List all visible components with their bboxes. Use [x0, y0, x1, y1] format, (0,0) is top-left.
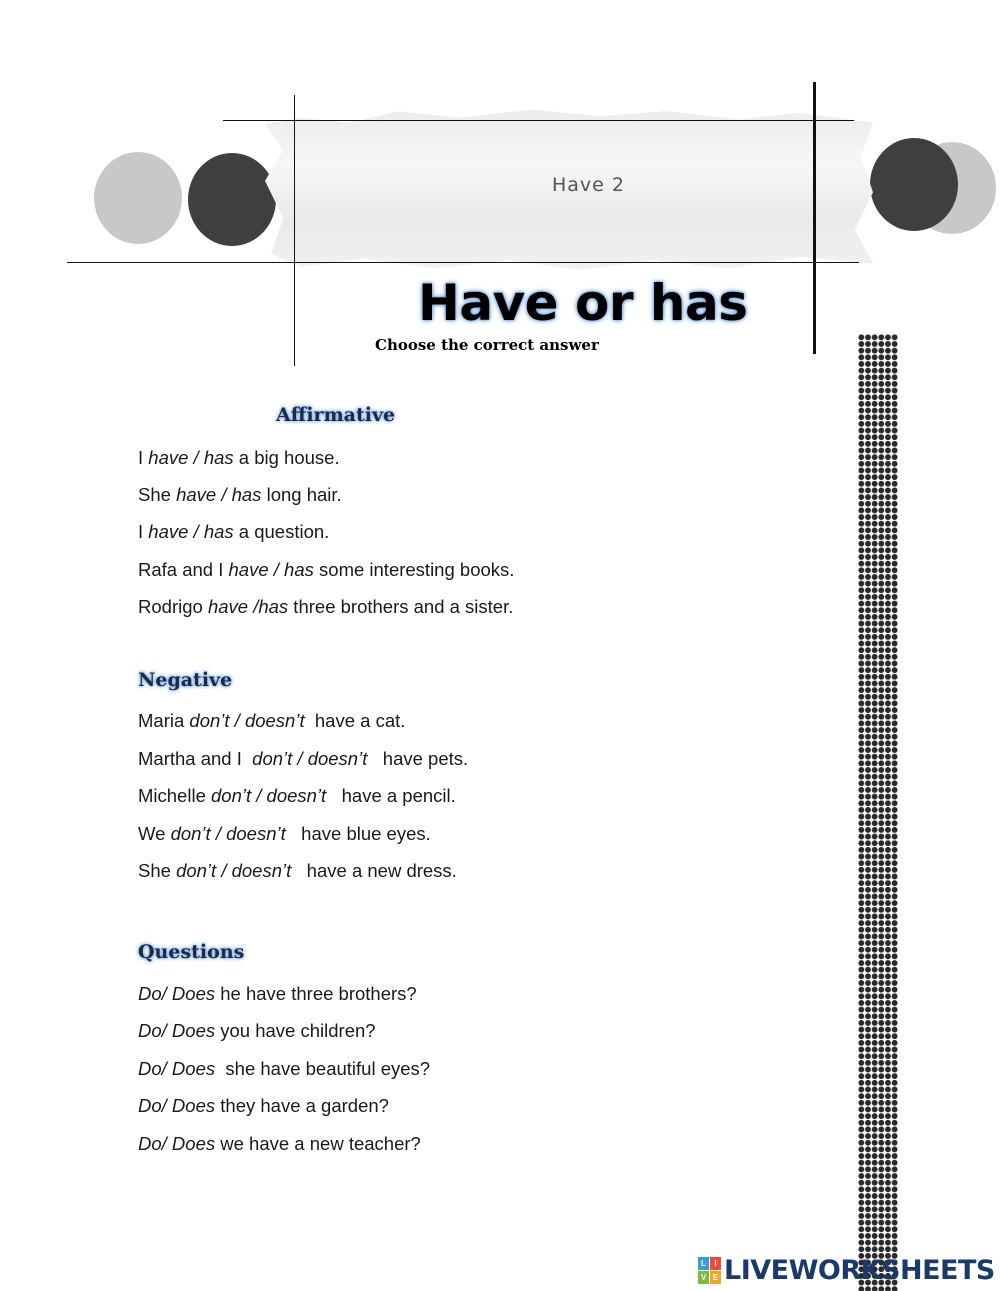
answer-choice[interactable]: have / has [228, 559, 314, 580]
affirmative-heading: Affirmative [276, 404, 396, 426]
answer-choice[interactable]: don’t / doesn’t [189, 710, 305, 731]
bottom-horizontal-rule [67, 262, 859, 263]
negative-item: Michelle don’t / doesn’t have a pencil. [138, 785, 456, 806]
questions-heading: Questions [138, 941, 245, 963]
banner-title: Have 2 [552, 174, 625, 196]
light-circle-left [94, 152, 182, 244]
dark-circle-right [870, 138, 958, 231]
negative-heading: Negative [138, 669, 233, 691]
negative-item: She don’t / doesn’t have a new dress. [138, 860, 457, 881]
answer-choice[interactable]: Do/ Does [138, 1058, 216, 1079]
negative-item: We don’t / doesn’t have blue eyes. [138, 823, 431, 844]
negative-item: Maria don’t / doesn’t have a cat. [138, 710, 406, 731]
left-vertical-rule [294, 95, 295, 366]
affirmative-item: Rafa and I have / has some interesting books. [138, 559, 515, 580]
answer-choice[interactable]: have / has [148, 521, 234, 542]
affirmative-item: Rodrigo have /has three brothers and a sister. [138, 596, 514, 617]
answer-choice[interactable]: don’t / doesn’t [211, 785, 327, 806]
logo-mark-icon: L I V E [698, 1257, 721, 1284]
question-item: Do/ Does you have children? [138, 1020, 376, 1041]
dotted-border-strip [858, 334, 898, 1291]
top-horizontal-rule [223, 120, 854, 121]
page-title: Have or has [418, 274, 748, 332]
affirmative-item: I have / has a big house. [138, 447, 340, 468]
logo-text: LIVEWORKSHEETS [724, 1254, 995, 1286]
answer-choice[interactable]: have / has [176, 484, 262, 505]
right-vertical-rule [813, 82, 816, 354]
affirmative-item: She have / has long hair. [138, 484, 342, 505]
answer-choice[interactable]: Do/ Does [138, 1020, 216, 1041]
question-item: Do/ Does they have a garden? [138, 1095, 389, 1116]
answer-choice[interactable]: Do/ Does [138, 983, 216, 1004]
question-item: Do/ Does she have beautiful eyes? [138, 1058, 431, 1079]
question-item: Do/ Does he have three brothers? [138, 983, 417, 1004]
answer-choice[interactable]: Do/ Does [138, 1133, 216, 1154]
answer-choice[interactable]: don’t / doesn’t [170, 823, 286, 844]
question-item: Do/ Does we have a new teacher? [138, 1133, 421, 1154]
answer-choice[interactable]: Do/ Does [138, 1095, 216, 1116]
instructions: Choose the correct answer [375, 336, 599, 354]
answer-choice[interactable]: have /has [207, 596, 289, 617]
liveworksheets-logo[interactable] [698, 1255, 995, 1285]
dark-circle-left [188, 153, 276, 246]
answer-choice[interactable]: have / has [148, 447, 234, 468]
answer-choice[interactable]: don’t / doesn’t [252, 748, 368, 769]
negative-item: Martha and I don’t / doesn’t have pets. [138, 748, 469, 769]
affirmative-item: I have / has a question. [138, 521, 330, 542]
answer-choice[interactable]: don’t / doesn’t [176, 860, 292, 881]
